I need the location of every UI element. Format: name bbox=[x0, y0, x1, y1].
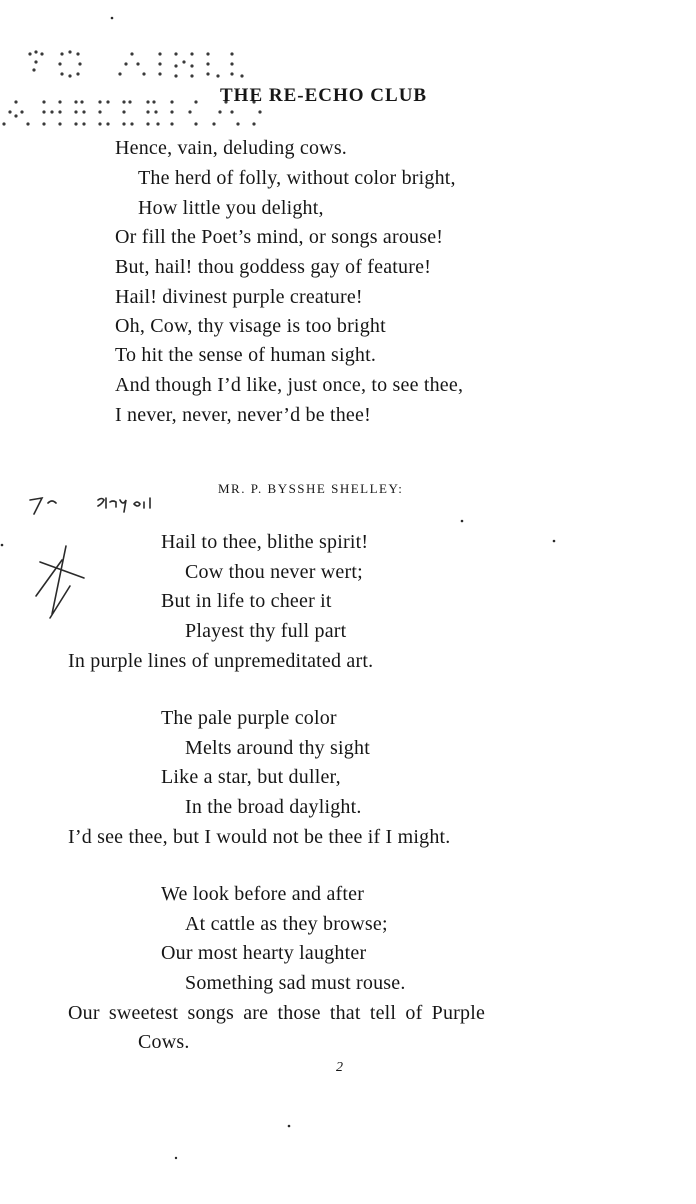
poem-line: Hail! divinest purple creature! bbox=[115, 286, 363, 308]
poem-line: In purple lines of unpremeditated art. bbox=[68, 650, 374, 672]
handwritten-note-right bbox=[98, 498, 150, 512]
poem-line: In the broad daylight. bbox=[185, 796, 362, 818]
poem-line: Oh, Cow, thy visage is too bright bbox=[115, 315, 386, 337]
cross-mark bbox=[36, 546, 84, 618]
poem-line: Our most hearty laughter bbox=[161, 942, 367, 964]
poem-line: Something sad must rouse. bbox=[185, 972, 406, 994]
poem-line: Our sweetest songs are those that tell of Purple bbox=[68, 1002, 486, 1024]
poem-line: Cow thou never wert; bbox=[185, 561, 363, 583]
poem-line: We look before and after bbox=[161, 883, 365, 905]
poem-line: Cows. bbox=[138, 1031, 190, 1053]
poem-line: Melts around thy sight bbox=[185, 737, 370, 759]
poem-line: How little you delight, bbox=[138, 197, 324, 219]
running-head: THE RE-ECHO CLUB bbox=[220, 85, 428, 106]
stamp-row-top bbox=[28, 50, 243, 77]
handwritten-note-left bbox=[30, 498, 56, 514]
poem-line: The herd of folly, without color bright, bbox=[138, 167, 456, 189]
poem-line: But in life to cheer it bbox=[161, 590, 332, 612]
poem-line: But, hail! thou goddess gay of feature! bbox=[115, 256, 432, 278]
poem-line: Or fill the Poet’s mind, or songs arouse! bbox=[115, 226, 444, 248]
poem-line: Hence, vain, deluding cows. bbox=[115, 137, 348, 159]
poem-line: Playest thy full part bbox=[185, 620, 347, 642]
poem-line: And though I’d like, just once, to see thee, bbox=[115, 374, 464, 396]
poem-line: To hit the sense of human sight. bbox=[115, 344, 377, 366]
page-number: 2 bbox=[336, 1060, 343, 1075]
section-heading: MR. P. BYSSHE SHELLEY: bbox=[218, 481, 404, 496]
poem-line: Hail to thee, blithe spirit! bbox=[161, 531, 369, 553]
poem-line: At cattle as they browse; bbox=[185, 913, 388, 935]
poem-line: I’d see thee, but I would not be thee if I might. bbox=[68, 826, 451, 848]
poem-line: I never, never, never’d be thee! bbox=[115, 404, 371, 426]
poem-line: Like a star, but duller, bbox=[161, 766, 341, 788]
poem-line: The pale purple color bbox=[161, 707, 337, 729]
